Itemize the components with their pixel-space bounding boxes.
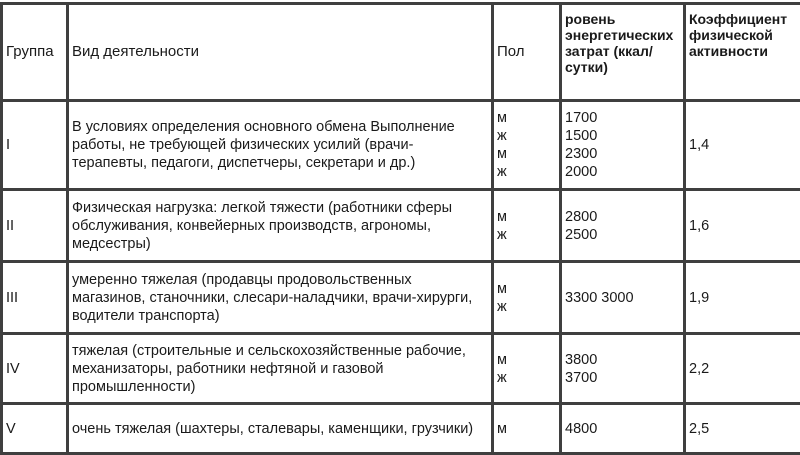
header-sex: Пол	[493, 4, 561, 101]
sex-cell	[493, 334, 561, 404]
energy-value: 1700	[565, 109, 680, 127]
group-cell: V	[2, 404, 68, 454]
coefficient-cell: 2,2	[685, 334, 800, 404]
sex-value: ж	[497, 163, 556, 181]
energy-value: 3700	[565, 369, 680, 387]
activity-cell: В условиях определения основного обмена Выполнение работы, не требующей физических усилий (врачи-терапевты, педагоги, диспетчеры, секретари и др.)	[68, 101, 493, 190]
energy-cell	[561, 334, 685, 404]
activity-cell: тяжелая (строительные и сельскохозяйственные рабочие, механизаторы, работники нефтяной и газовой промышленности)	[68, 334, 493, 404]
sex-value: м	[497, 208, 556, 226]
sex-value: м	[497, 420, 556, 438]
table-row	[2, 262, 800, 334]
table-header-row	[2, 4, 800, 101]
coefficient-cell: 1,9	[685, 262, 800, 334]
activity-cell: умеренно тяжелая (продавцы продовольственных магазинов, станочники, слесари-наладчики, врачи-хирурги, водители транспорта)	[68, 262, 493, 334]
header-coefficient: Коэффициент физической активности	[685, 4, 800, 101]
table-row	[2, 101, 800, 190]
activity-cell: Физическая нагрузка: легкой тяжести (работники сферы обслуживания, конвейерных производств, агрономы, медсестры)	[68, 190, 493, 262]
energy-cell	[561, 404, 685, 454]
sex-value: ж	[497, 226, 556, 244]
sex-value: м	[497, 351, 556, 369]
table-row	[2, 334, 800, 404]
table-row	[2, 404, 800, 454]
sex-cell	[493, 190, 561, 262]
energy-value: 2800	[565, 208, 680, 226]
energy-value: 2000	[565, 163, 680, 181]
sex-value: ж	[497, 369, 556, 387]
activity-energy-table	[0, 2, 800, 455]
table-row	[2, 190, 800, 262]
activity-cell: очень тяжелая (шахтеры, сталевары, каменщики, грузчики)	[68, 404, 493, 454]
group-cell: II	[2, 190, 68, 262]
energy-cell	[561, 101, 685, 190]
group-cell: I	[2, 101, 68, 190]
header-group: Группа	[2, 4, 68, 101]
sex-cell	[493, 101, 561, 190]
group-cell: IV	[2, 334, 68, 404]
sex-cell	[493, 404, 561, 454]
coefficient-cell: 2,5	[685, 404, 800, 454]
energy-value: 2500	[565, 226, 680, 244]
sex-value: м	[497, 145, 556, 163]
sex-cell	[493, 262, 561, 334]
energy-value: 3800	[565, 351, 680, 369]
energy-value: 4800	[565, 420, 680, 438]
sex-value: ж	[497, 127, 556, 145]
energy-value: 1500	[565, 127, 680, 145]
energy-value: 2300	[565, 145, 680, 163]
energy-cell	[561, 190, 685, 262]
group-cell: III	[2, 262, 68, 334]
energy-value: 3300 3000	[565, 289, 680, 307]
coefficient-cell: 1,4	[685, 101, 800, 190]
header-activity: Вид деятельности	[68, 4, 493, 101]
energy-cell	[561, 262, 685, 334]
coefficient-cell: 1,6	[685, 190, 800, 262]
sex-value: м	[497, 280, 556, 298]
sex-value: ж	[497, 298, 556, 316]
header-energy: ровень энергетических затрат (ккал/сутки)	[561, 4, 685, 101]
sex-value: м	[497, 109, 556, 127]
